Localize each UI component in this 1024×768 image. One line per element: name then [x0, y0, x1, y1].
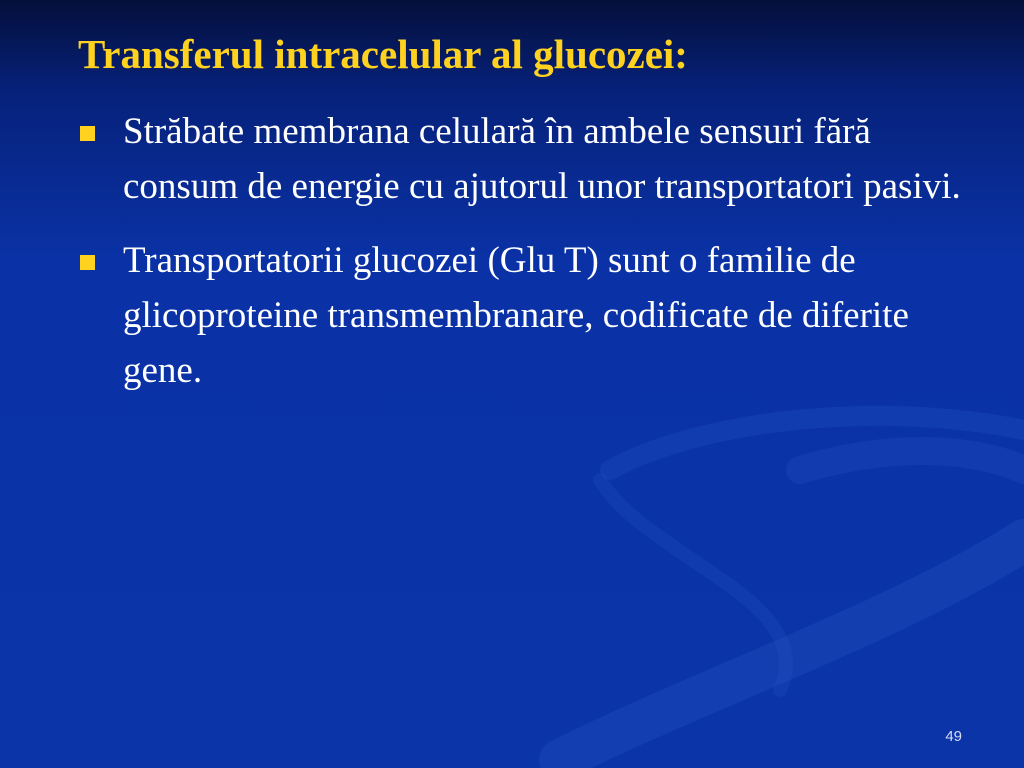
bullet-item [76, 104, 986, 214]
bullet-text: Transportatorii glucozei (Glu T) sunt o familie de glicoproteine transmembranare, codificate de diferite gene. [123, 240, 909, 391]
slide-title: Transferul intracelular al glucozei: [78, 31, 688, 77]
bullet-list [76, 104, 986, 417]
page-number: 49 [945, 728, 962, 745]
square-bullet-icon [80, 126, 95, 141]
square-bullet-icon [80, 255, 95, 270]
bullet-text: Străbate membrana celulară în ambele sensuri fără consum de energie cu ajutorul unor transportatori pasivi. [123, 111, 961, 207]
bullet-item [76, 233, 986, 398]
